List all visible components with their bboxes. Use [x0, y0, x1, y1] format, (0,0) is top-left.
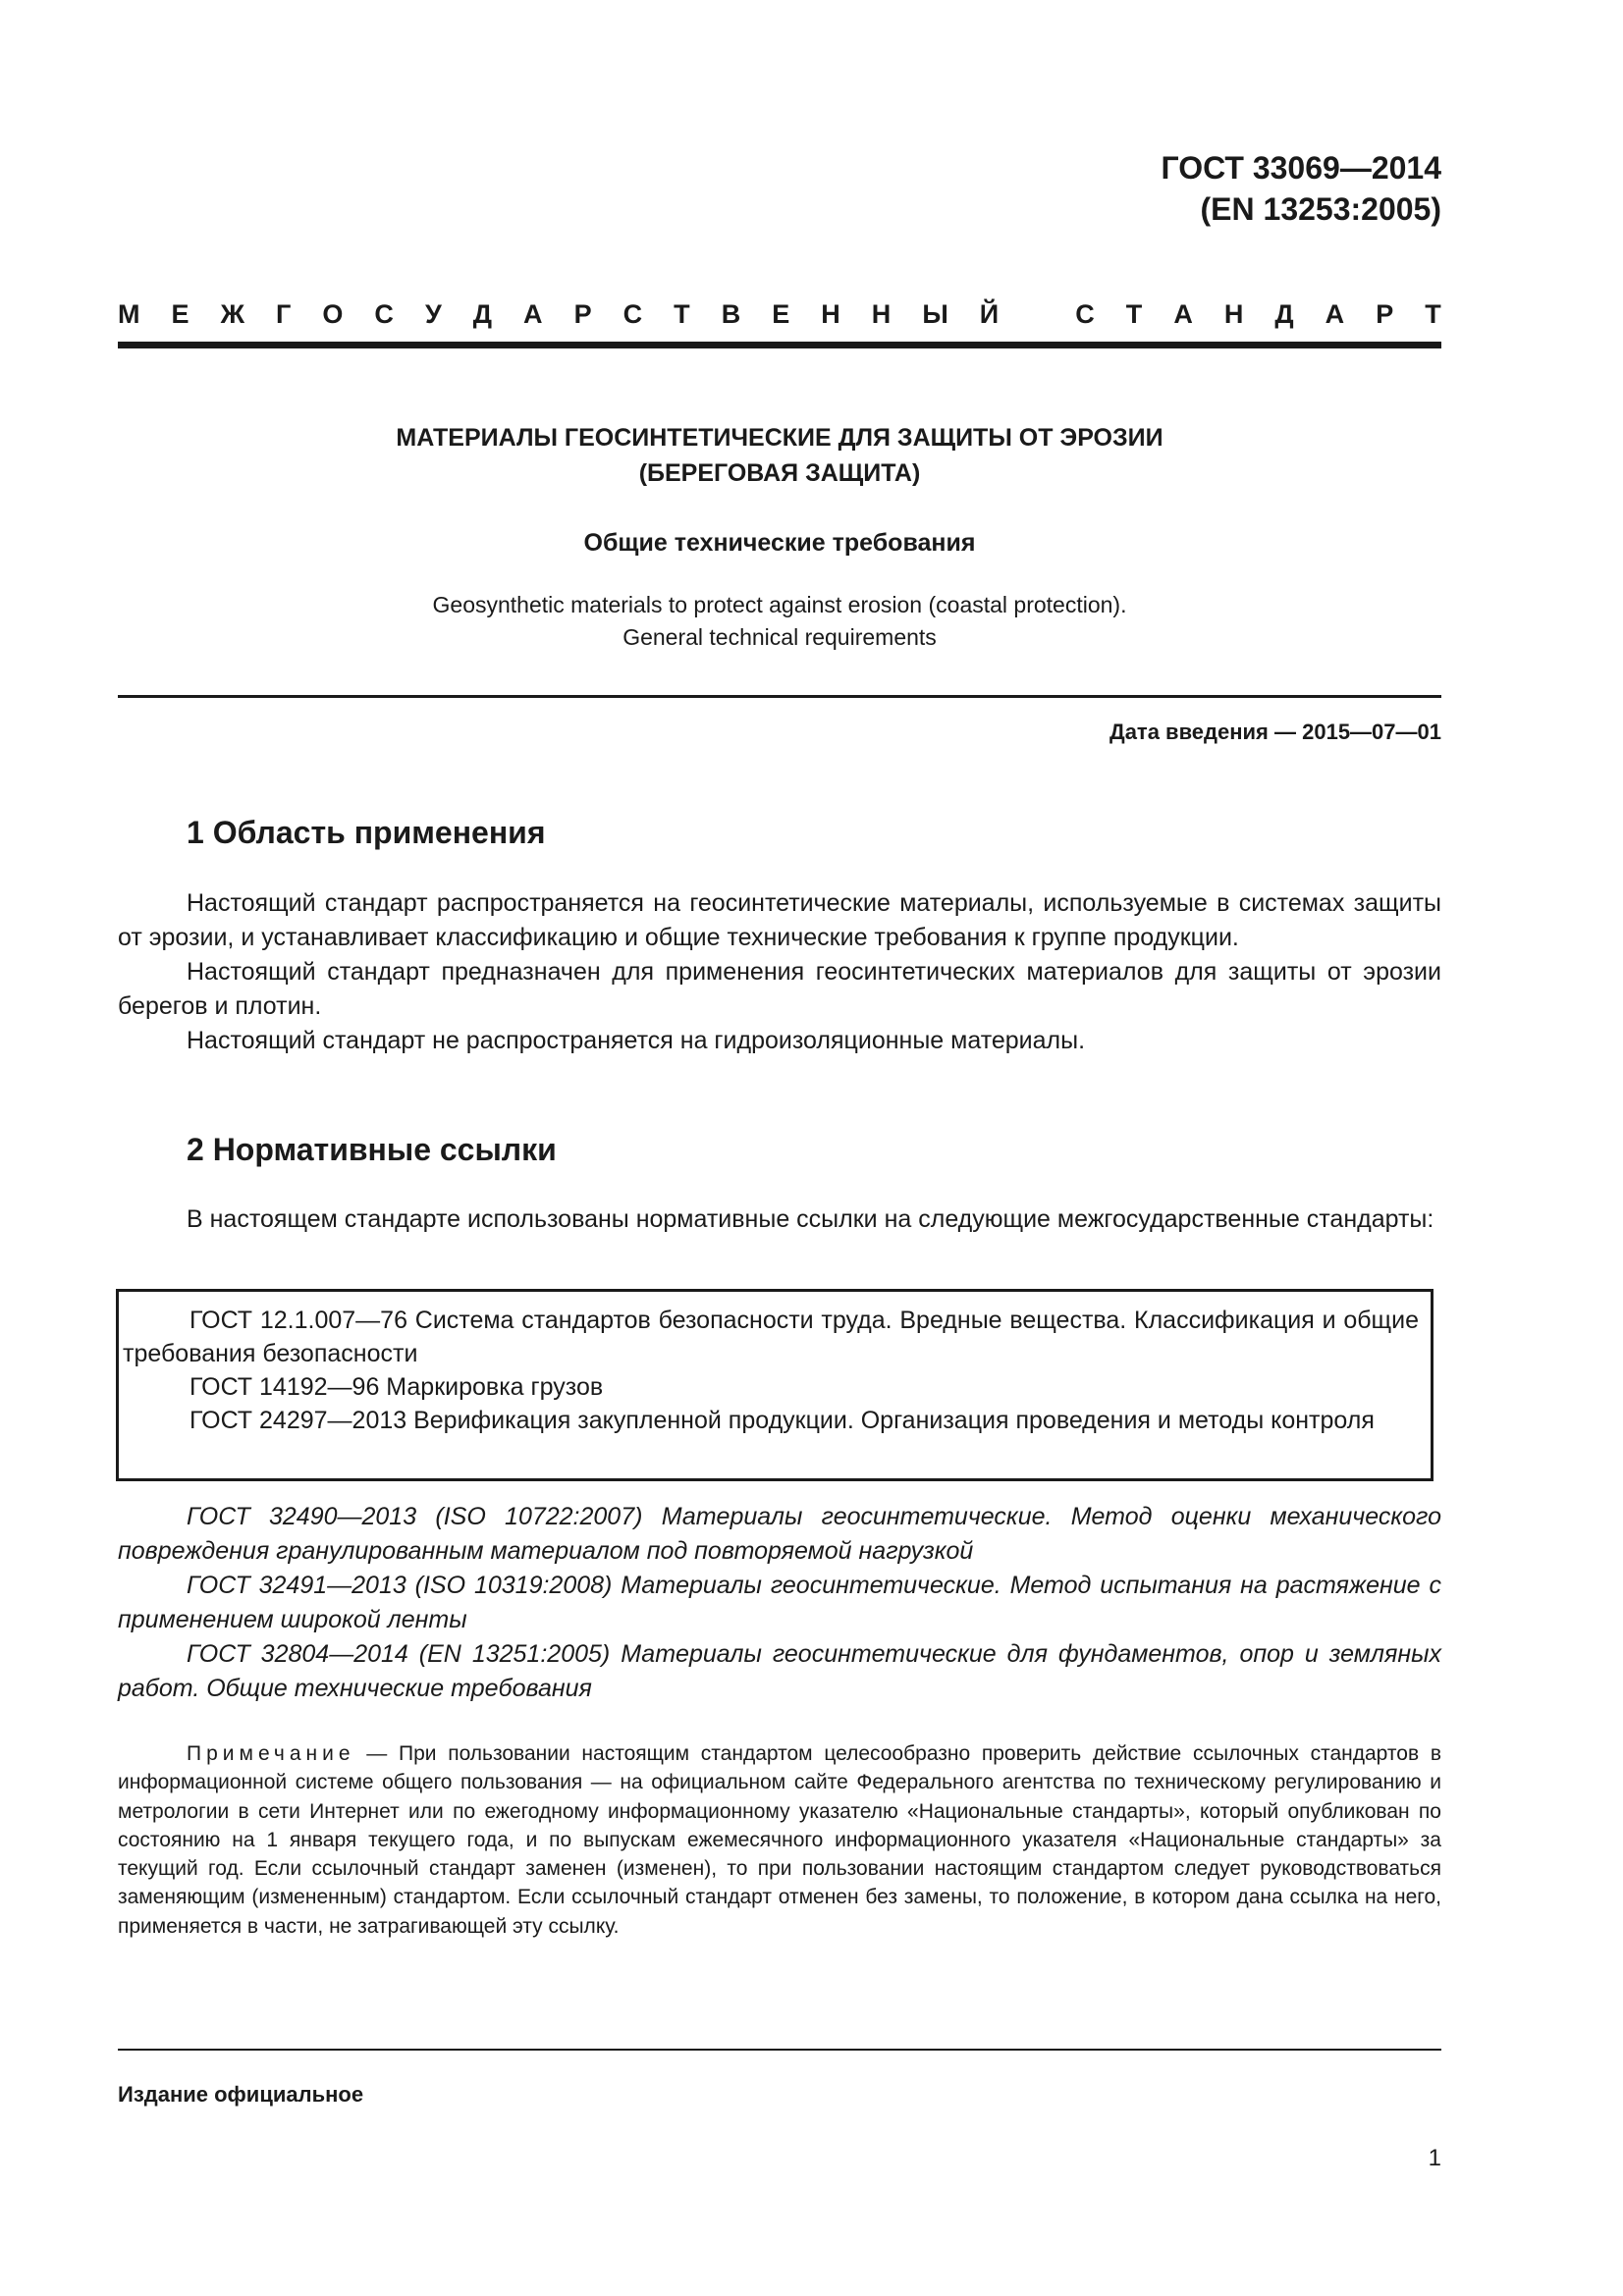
reference-item: ГОСТ 14192—96 Маркировка грузов — [189, 1373, 604, 1401]
heading-letter: Е — [171, 299, 189, 329]
heading-rule — [118, 342, 1441, 348]
heading-letter: С — [1075, 299, 1095, 329]
document-title-line2: (БЕРЕГОВАЯ ЗАЩИТА) — [638, 459, 921, 487]
edition-label: Издание официальное — [118, 2082, 364, 2107]
section-2-intro-text: В настоящем стандарте использованы нормативные ссылки на следующие межгосударственные стандарты: — [187, 1205, 1434, 1233]
heading-letter: Ы — [922, 299, 948, 329]
note-text: — При пользовании настоящим стандартом целесообразно проверить действие ссылочных стандартов в информационной системе общего пользования — на официальном сайте Федерального агентства по техническому регулированию и метрологии в сети Интернет или по ежегодному информационному указателю «Национальные стандарты», который опубликован по состоянию на 1 января текущего года, и по выпускам ежемесячного информационного указателя «Национальные стандарты» за текущий год. Если ссылочный стандарт заменен (изменен), то при пользовании настоящим стандартом следует руководствоваться заменяющим (измененным) стандартом. Если ссылочный стандарт отменен без замены, то положение, в котором дана ссылка на него, применяется в части, не затрагивающей эту ссылку. — [118, 1742, 1441, 1938]
heading-letter: У — [424, 299, 442, 329]
note-paragraph — [118, 1739, 1441, 1941]
heading-letter: С — [374, 299, 394, 329]
heading-letter: Т — [1125, 299, 1143, 329]
heading-letter: Е — [772, 299, 790, 329]
standard-code — [1161, 147, 1441, 230]
section-2-title: 2 Нормативные ссылки — [187, 1132, 557, 1167]
heading-letter: Й — [979, 299, 1000, 329]
heading-letter: В — [721, 299, 741, 329]
introduction-date: Дата введения — 2015—07—01 — [1109, 720, 1441, 744]
title-rule — [118, 695, 1441, 698]
heading-letter: А — [1173, 299, 1193, 329]
section-1-paragraph-1: Настоящий стандарт распространяется на геосинтетические материалы, используемые в системах защиты от эрозии, и устанавливает классификацию и общие технические требования к группе продукции. — [118, 889, 1441, 951]
heading-letter: О — [322, 299, 344, 329]
english-title — [118, 589, 1441, 654]
heading-letter: Д — [1274, 299, 1294, 329]
heading-letter: Р — [573, 299, 592, 329]
document-title-line1: МАТЕРИАЛЫ ГЕОСИНТЕТИЧЕСКИЕ ДЛЯ ЗАЩИТЫ ОТ ЭРОЗИИ — [396, 424, 1163, 452]
footer-rule — [118, 2049, 1441, 2051]
standard-equivalent: (EN 13253:2005) — [1200, 191, 1441, 227]
heading-letter: М — [118, 299, 140, 329]
reference-item: ГОСТ 32490—2013 (ISO 10722:2007) Материалы геосинтетические. Метод оценки механического повреждения гранулированным материалом под повторяемой нагрузкой — [118, 1503, 1441, 1565]
english-title-line1: Geosynthetic materials to protect against erosion (coastal protection). — [432, 592, 1127, 617]
heading-letter: Р — [1376, 299, 1394, 329]
heading-letter: Н — [871, 299, 892, 329]
reference-item: ГОСТ 12.1.007—76 Система стандартов безопасности труда. Вредные вещества. Классификация и общие требования безопасности — [123, 1307, 1419, 1367]
boxed-references — [116, 1289, 1434, 1481]
english-title-line2: General technical requirements — [622, 624, 937, 650]
interstate-standard-heading — [118, 299, 1441, 330]
heading-letter: Г — [276, 299, 292, 329]
italic-references — [118, 1500, 1441, 1706]
heading-letter: Ж — [220, 299, 244, 329]
heading-letter: Д — [472, 299, 493, 329]
heading-letter: А — [523, 299, 543, 329]
heading-letter: Н — [1223, 299, 1244, 329]
standard-number: ГОСТ 33069—2014 — [1161, 150, 1441, 186]
section-1-title: 1 Область применения — [187, 815, 546, 850]
section-1-paragraph-2: Настоящий стандарт предназначен для применения геосинтетических материалов для защиты от эрозии берегов и плотин. — [118, 958, 1441, 1020]
heading-letter: Т — [1425, 299, 1441, 329]
document-title — [118, 420, 1441, 491]
reference-item: ГОСТ 32491—2013 (ISO 10319:2008) Материалы геосинтетические. Метод испытания на растяжение с применением широкой ленты — [118, 1572, 1441, 1633]
heading-letter: С — [622, 299, 643, 329]
note-label: Примечание — [187, 1742, 355, 1765]
heading-letter: А — [1325, 299, 1345, 329]
reference-item: ГОСТ 32804—2014 (EN 13251:2005) Материалы геосинтетические для фундаментов, опор и земляных работ. Общие технические требования — [118, 1640, 1441, 1702]
heading-letter: Т — [674, 299, 690, 329]
document-subtitle: Общие технические требования — [583, 529, 976, 557]
page-number: 1 — [1428, 2145, 1441, 2171]
heading-letter: Н — [821, 299, 840, 329]
section-1-paragraph-3: Настоящий стандарт не распространяется на гидроизоляционные материалы. — [187, 1027, 1086, 1054]
section-1-body — [118, 886, 1441, 1058]
section-2-intro — [118, 1202, 1441, 1237]
heading-word-gap — [1030, 299, 1044, 330]
note — [118, 1739, 1441, 1941]
reference-item: ГОСТ 24297—2013 Верификация закупленной продукции. Организация проведения и методы контроля — [189, 1407, 1375, 1434]
